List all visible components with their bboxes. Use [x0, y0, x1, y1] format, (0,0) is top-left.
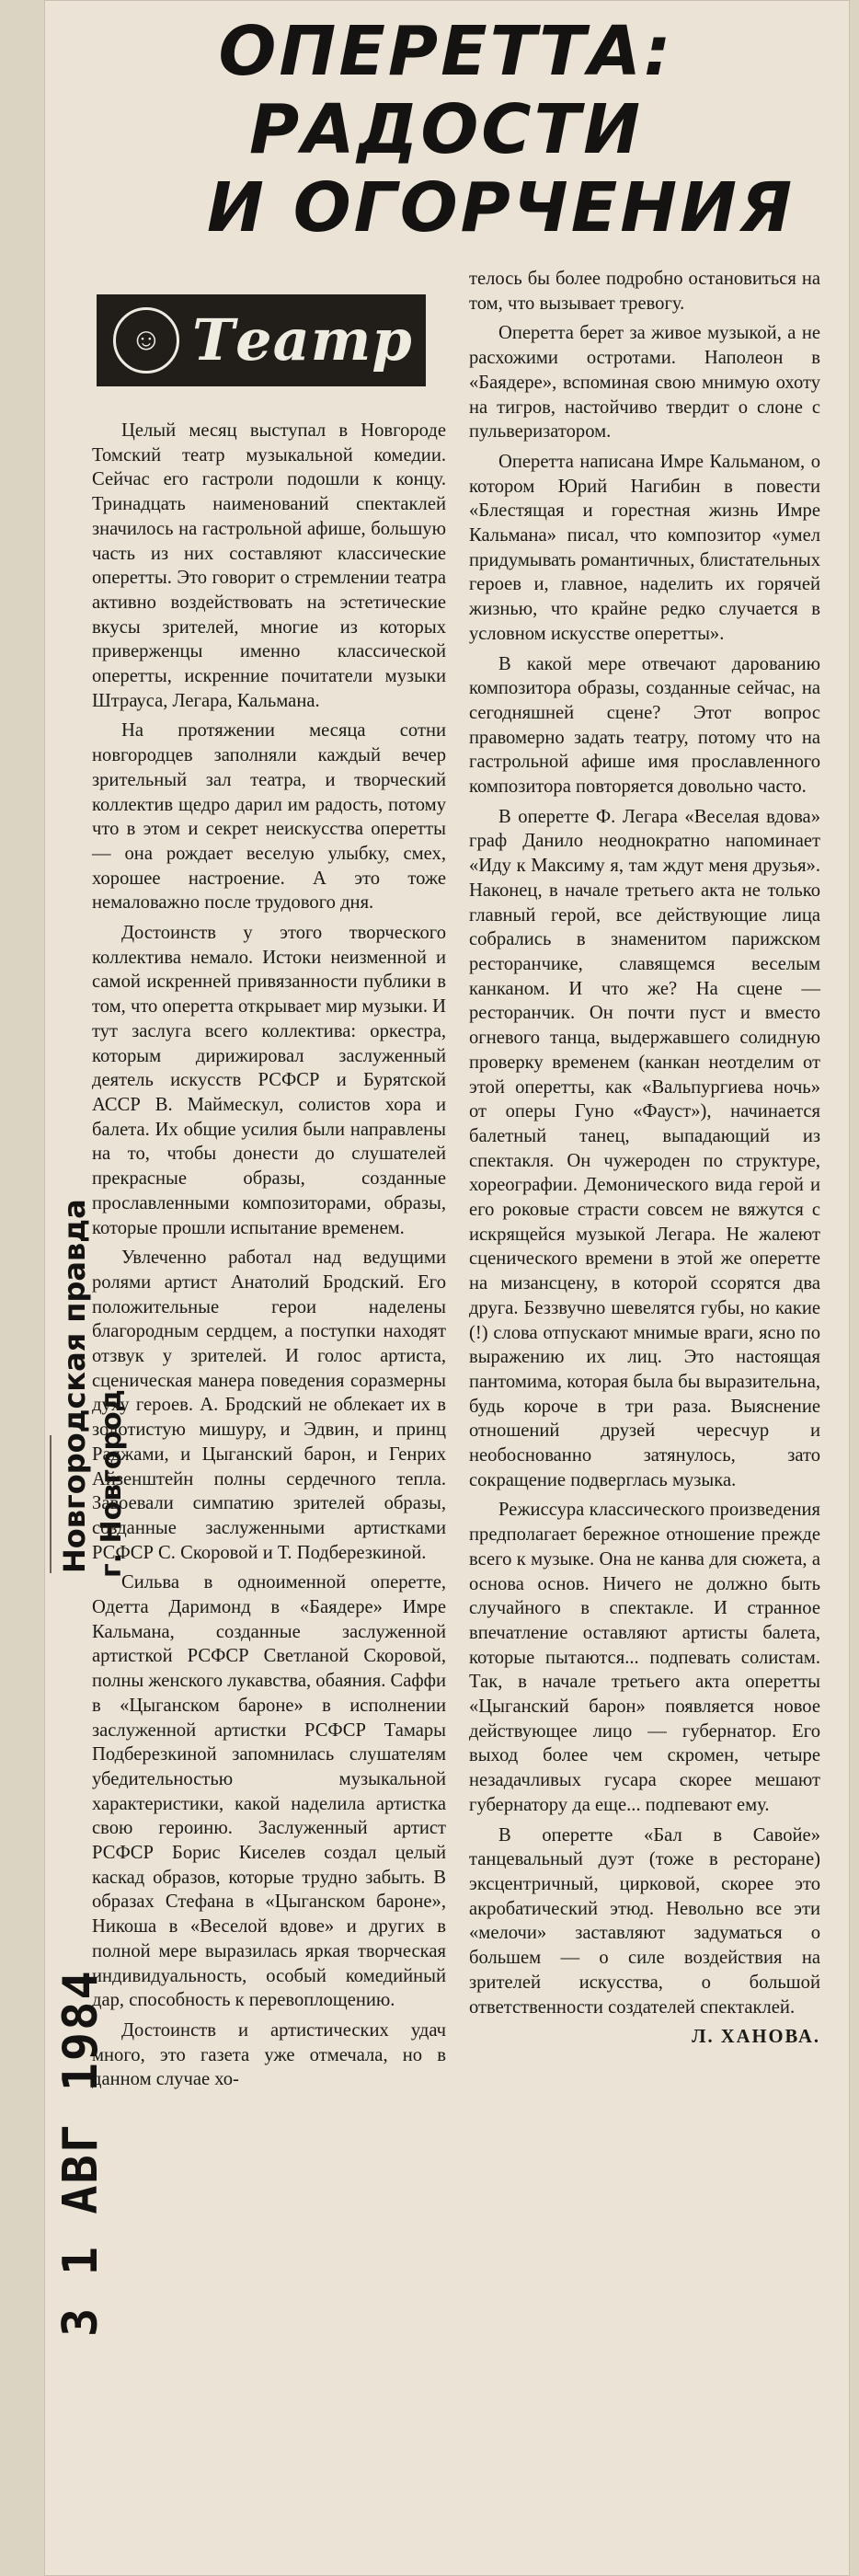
stamp-newspaper-name: Новгородская правда — [57, 1199, 92, 1573]
paragraph: Увлеченно работал над ведущими ролями артист Анатолий Бродский. Его положительные герои наделены благородным сердцем, а поступки находят отзвук у зрителей. И голос артиста, сценическая манера поведения соразмерны духу героев. А. Бродский не облекает их в золотистую мишуру, и Эдвин, и принц Раджами, и Цыганский барон, и Генрих Айзенштейн полны сердечного тепла. Завоевали симпатию зрителей образы, созданные заслуженными артистками РСФСР С. Скоровой и Т. Подберезкиной. — [92, 1248, 446, 1563]
article-column-2 — [469, 267, 820, 2050]
stamp-city: г. Новгород — [96, 1389, 128, 1578]
author-signature: Л. ХАНОВА. — [692, 2027, 820, 2048]
article-headline — [207, 12, 796, 247]
paragraph: Оперетта берет за живое музыкой, а не расхожими остротами. Наполеон в «Баядере», вспоминая свою мнимую охоту на тигров, настойчиво твердит о слоне с пульверизатором. — [469, 323, 820, 443]
headline-line-1: ОПЕРЕТТА: — [218, 12, 674, 91]
rubric-label: Театр — [192, 306, 413, 374]
stamp-date: 3 1 АВГ 1984 — [53, 1969, 109, 2337]
headline-line-2: РАДОСТИ — [248, 90, 644, 169]
article-column-1 — [92, 419, 446, 2092]
stamp-divider — [50, 1435, 57, 1573]
theatre-masks-icon: ☺ — [113, 307, 179, 374]
rubric-banner — [97, 294, 426, 386]
paragraph: телось бы более подробно остановиться на том, что вызывает тревогу. — [469, 269, 820, 314]
paragraph: В какой мере отвечают дарованию композитора образы, созданные сейчас, на сегодняшней сцене? Этот вопрос правомерно задать театру, потому что на гастрольной афише имя прославленного композитора повторяется довольно часто. — [469, 653, 820, 798]
paragraph: Оперетта написана Имре Кальманом, о котором Юрий Нагибин в повести «Блестящая и горестная жизнь Имре Кальмана» писал, что композитор «умел придумывать романтичных, блистательных героев и, главное, наделить их горячей жизнью, что крайне редко случается в условном искусстве оперетты». — [469, 451, 820, 644]
paragraph: Достоинств и артистических удач много, это газета уже отмечала, но в данном случае хо- — [92, 2020, 446, 2090]
paragraph: На протяжении месяца сотни новгородцев заполняли каждый вечер зрительный зал театра, и творческий коллектив щедро дарил им радость, потому что в этом и секрет неискусства оперетты — она рождает веселую улыбку, смех, хорошее настроение. А это тоже немаловажно после трудового дня. — [92, 720, 446, 914]
paragraph: Сильва в одноименной оперетте, Одетта Даримонд в «Баядере» Имре Кальмана, созданные заслуженной артисткой РСФСР Светланой Скоровой, полны женского лукавства, обаяния. Саффи в «Цыганском бароне» в исполнении заслуженной артистки РСФСР Тамары Подберезкиной запомнилась слушателям убедительностью музыкальной характеристики, какой наделила артистка свою героиню. Заслуженный артист РСФСР Борис Киселев создал целый каскад образов, которые трудно забыть. В образах Стефана в «Цыганском бароне», Никоша в «Веселой вдове» и других в полной мере выразилась яркая творческая индивидуальность, особый комедийный дар, способность к перевоплощению. — [92, 1572, 446, 2011]
paragraph: В оперетте Ф. Легара «Веселая вдова» граф Данило неоднократно напоминает «Иду к Максиму я, там ждут меня друзья». Наконец, в начале третьего акта не только главный герой, все действующие лица собрались в знаменитом парижском ресторанчике, славящемся веселым канканом. И что же? На сцене — ресторанчик. Он почти пуст и вместо огневого танца, выдержавшего солидную проверку временем (канкан неотделим от этой оперетты, как «Вальпургиева ночь» от оперы Гуно «Фауст»), начинается балетный танец, выпадающий из спектакля. Он чужероден по структуре, хореографии. Демонического вида герой и его роковые страсти совсем не вяжутся с искрящейся музыкой Легара. Не жалеют сценического времени в этой же оперетте на мизансцену, в которой ссорятся два друга. Беззвучно шевелятся губы, но какие (!) слова отпускают мнимые враги, ясно по выражению их лиц. Это настоящая пантомима, которая была бы выразительна, будь короче в три раза. Выяснение отношений друзей чересчур и необоснованно затянулось, зато сокращение подверглась музыка. — [469, 806, 820, 1490]
headline-line-3: И ОГОРЧЕНИЯ — [207, 168, 796, 247]
paragraph: В оперетте «Бал в Савойе» танцевальный дуэт (тоже в ресторане) эксцентричный, цирковой, скорее это акробатический этюд. Невольно все эти «мелочи» заставляют задуматься о большем — о силе воздействия на зрителей искусства, о большой ответственности создателей спектаклей. — [469, 1824, 820, 2018]
paragraph: Целый месяц выступал в Новгороде Томский театр музыкальной комедии. Сейчас его гастроли подошли к концу. Тринадцать наименований спектаклей значилось на гастрольной афише, большую часть из них составляют классические оперетты. Это говорит о стремлении театра активно воздействовать на эстетические вкусы зрителей, многие из которых приверженцы именно классической оперетты, искренние почитатели музыки Штрауса, Легара, Кальмана. — [92, 420, 446, 711]
paragraph: Достоинств у этого творческого коллектива немало. Истоки неизменной и самой искренней привязанности публики в том, что оперетта открывает мир музыки. И тут заслуга всего коллектива: оркестра, которым дирижировал заслуженный деятель искусств РСФСР и Бурятской АССР В. Маймескул, солистов хора и балета. Их общие усилия были направлены на то, чтобы донести до слушателей прекрасные образы, созданные прославленными композиторами, образы, которые прошли испытание временем. — [92, 923, 446, 1238]
paragraph: Режиссура классического произведения предполагает бережное отношение прежде всего к музыке. Она не канва для сюжета, а основа основ. Ничего не должно быть случайного в спектакле. И странное впечатление оставляют артисты балета, которые пытаются... подпевать солистам. Так, в начале третьего акта оперетты «Цыганский барон» появляется новое действующее лицо — губернатор. Его выход более чем скромен, четыре незадачливых гусара скорее мешают губернатору да еще... подпевают ему. — [469, 1500, 820, 1815]
